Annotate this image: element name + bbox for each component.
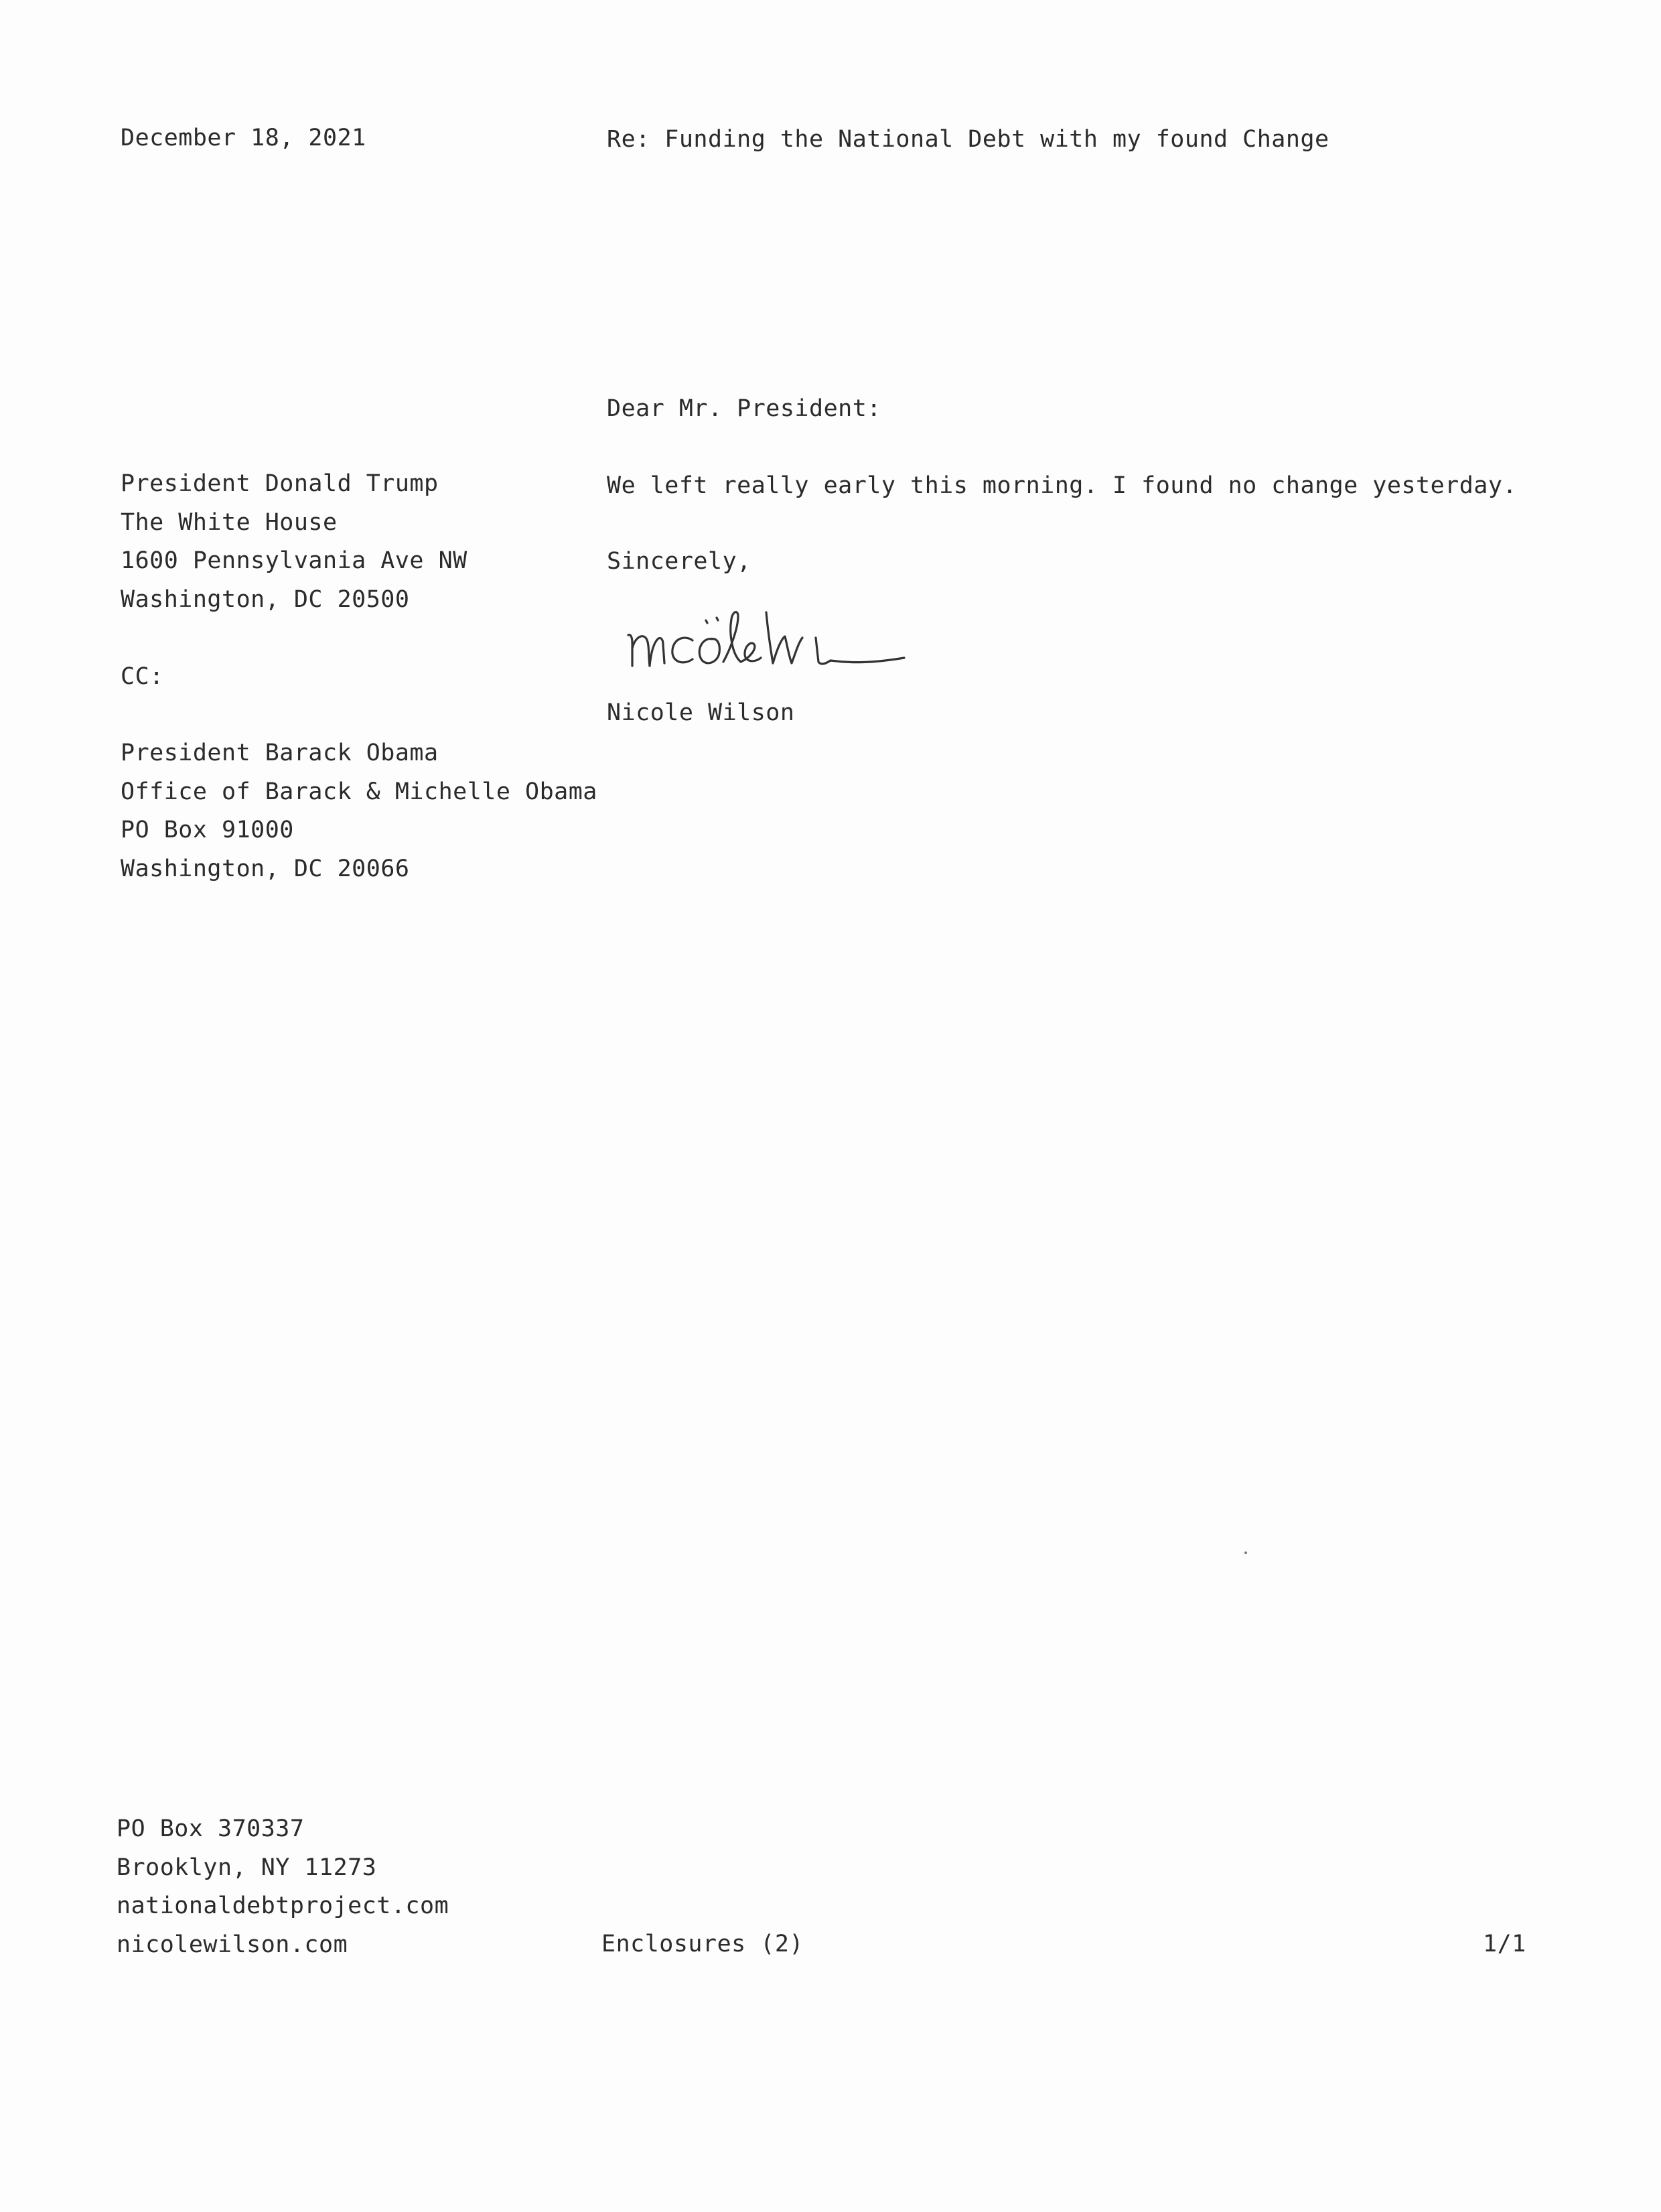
- recipient-line: President Donald Trump: [121, 470, 439, 497]
- cc-line: PO Box 91000: [121, 817, 294, 843]
- letter-date: December 18, 2021: [121, 125, 366, 151]
- letter-salutation: Dear Mr. President:: [607, 395, 881, 422]
- cc-label: CC:: [121, 663, 164, 690]
- sender-line: nicolewilson.com: [117, 1931, 348, 1958]
- handwritten-signature: [623, 596, 931, 683]
- cc-line: President Barack Obama: [121, 740, 439, 766]
- sender-line: Brooklyn, NY 11273: [117, 1854, 377, 1881]
- cc-line: Office of Barack & Michelle Obama: [121, 778, 597, 805]
- cc-address: [121, 734, 597, 888]
- recipient-address: [121, 465, 467, 619]
- letter-closing: Sincerely,: [607, 548, 751, 575]
- scan-speck: [1244, 1551, 1247, 1554]
- enclosures-note: Enclosures (2): [601, 1931, 804, 1957]
- letter-body: We left really early this morning. I found no change yesterday.: [607, 472, 1518, 499]
- sender-address: [117, 1810, 449, 1964]
- recipient-line: Washington, DC 20500: [121, 585, 410, 613]
- sender-line: PO Box 370337: [117, 1815, 305, 1842]
- cc-line: Washington, DC 20066: [121, 855, 410, 882]
- letter-subject: Re: Funding the National Debt with my found Change: [607, 126, 1329, 153]
- page-number: 1/1: [1483, 1931, 1526, 1957]
- sender-line: nationaldebtproject.com: [117, 1892, 449, 1919]
- recipient-line: 1600 Pennsylvania Ave NW: [121, 547, 467, 574]
- signer-name: Nicole Wilson: [607, 699, 795, 726]
- recipient-line: The White House: [121, 508, 338, 536]
